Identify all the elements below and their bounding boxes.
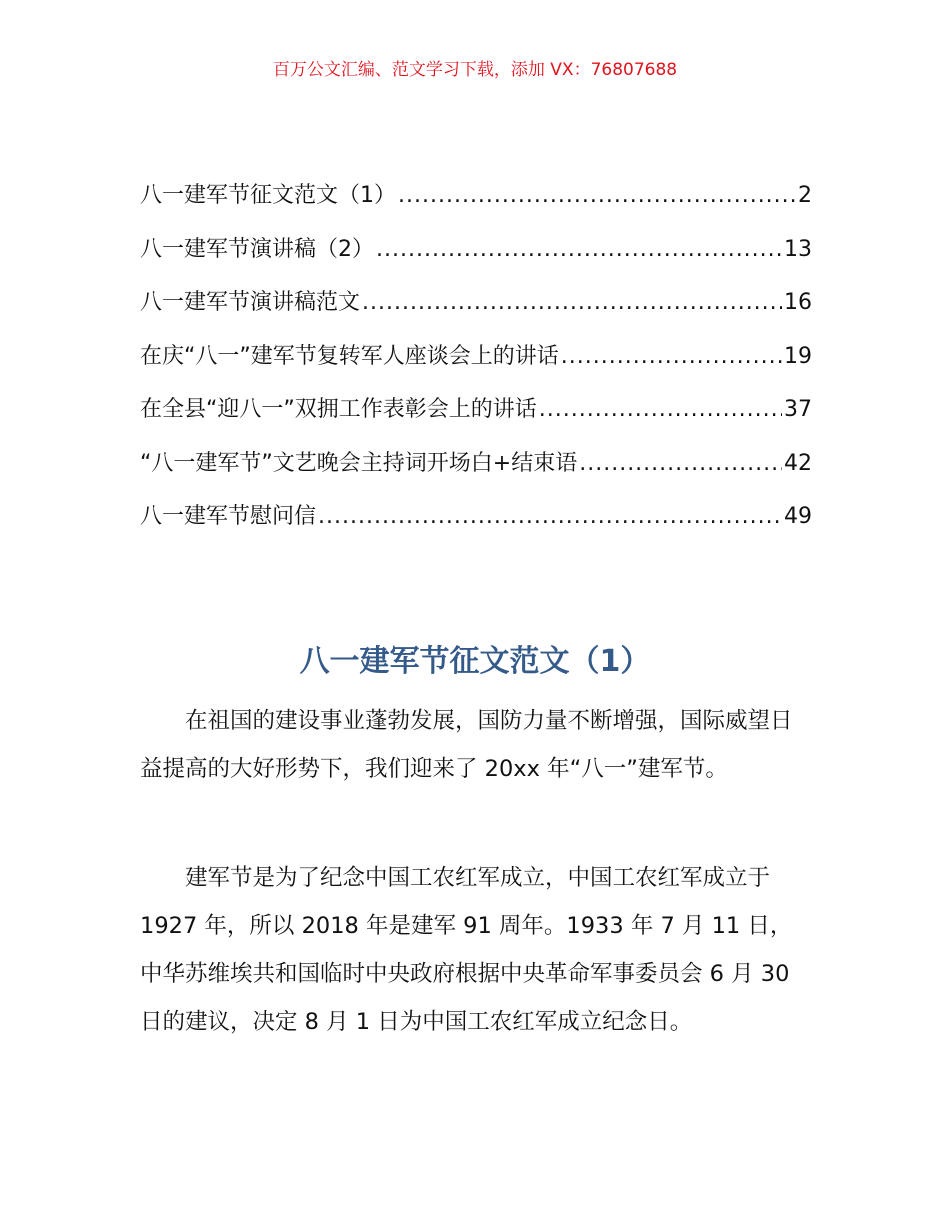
toc-entry-page: 16	[784, 290, 812, 315]
toc-entry-page: 42	[784, 450, 812, 476]
toc-entry[interactable]	[140, 392, 812, 446]
toc-leader-dots	[376, 232, 782, 268]
toc-leader-dots	[539, 392, 782, 428]
body-paragraph: 在祖国的建设事业蓬勃发展，国防力量不断增强，国际威望日益提高的大好形势下，我们迎来了 20xx 年“八一”建军节。	[140, 708, 793, 782]
toc-leader-dots	[579, 446, 782, 482]
toc-entry[interactable]	[140, 446, 812, 500]
toc-leader-dots	[561, 339, 782, 375]
toc-entry-title: “八一建军节”文艺晚会主持词开场白+结束语	[140, 450, 578, 476]
toc-entry-title: 八一建军节演讲稿范文	[140, 290, 361, 315]
body-paragraph: 建军节是为了纪念中国工农红军成立，中国工农红军成立于 1927 年，所以 2018 年是建军 91 周年。1933 年 7 月 11 日，中华苏维埃共和国临时中央政府根据中央革命军事委员会 6 月 30 日的建议，决定 8 月 1 日为中国工农红军成立纪念日。	[140, 865, 793, 1035]
toc-entry-title: 八一建军节征文范文（1）	[140, 183, 396, 208]
toc-entry-page: 49	[784, 504, 812, 529]
body-paragraph-container	[140, 697, 812, 793]
promo-header: 百万公文汇编、范文学习下载，添加 VX：76807688	[272, 60, 678, 80]
toc-entry[interactable]	[140, 232, 812, 286]
toc-entry-page: 2	[798, 183, 812, 208]
toc-entry-title: 在全县“迎八一”双拥工作表彰会上的讲话	[140, 397, 537, 422]
body-paragraph-container	[140, 854, 812, 1046]
toc-entry-title: 八一建军节演讲稿（2）	[140, 236, 374, 262]
toc-entry[interactable]	[140, 178, 812, 232]
toc-leader-dots	[318, 499, 782, 535]
toc-entry-page: 19	[784, 343, 812, 369]
article-title: 八一建军节征文范文（1）	[299, 644, 651, 679]
toc-entry-title: 八一建军节慰问信	[140, 504, 317, 529]
toc-entry[interactable]	[140, 499, 812, 553]
toc-leader-dots	[362, 285, 782, 321]
toc-entry[interactable]	[140, 285, 812, 339]
toc-entry-title: 在庆“八一”建军节复转军人座谈会上的讲话	[140, 343, 559, 369]
toc-entry-page: 37	[784, 397, 812, 422]
toc-entry[interactable]	[140, 339, 812, 393]
toc-entry-page: 13	[784, 236, 812, 262]
toc-leader-dots	[398, 178, 796, 214]
table-of-contents	[140, 178, 812, 553]
